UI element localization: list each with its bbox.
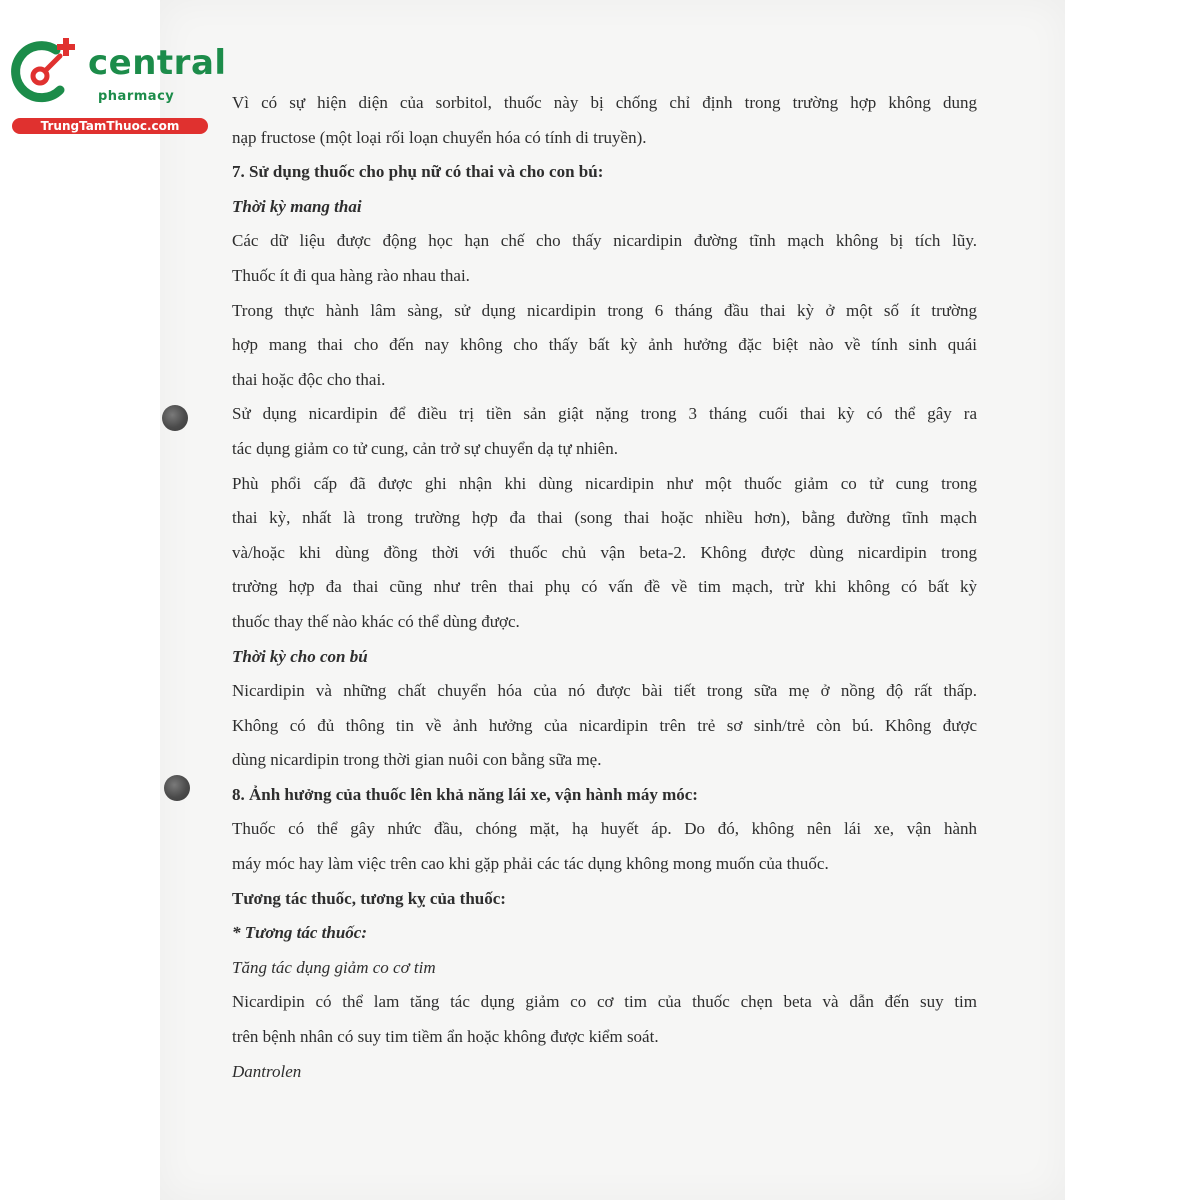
paragraph-line: Trong thực hành lâm sàng, sử dụng nicardipin trong 6 tháng đầu thai kỳ ở một số ít trường	[232, 300, 977, 320]
brand-name: central	[88, 43, 227, 83]
paragraph-line: trên bệnh nhân có suy tim tiềm ẩn hoặc không được kiểm soát.	[232, 1027, 659, 1047]
paragraph-line: tác dụng giảm co tử cung, cản trở sự chuyển dạ tự nhiên.	[232, 438, 618, 458]
paragraph-line: máy móc hay làm việc trên cao khi gặp phải các tác dụng không mong muốn của thuốc.	[232, 854, 829, 874]
document-text	[232, 86, 977, 1089]
paragraph-line: thuốc thay thế nào khác có thể dùng được.	[232, 611, 520, 631]
italic-subheading: Dantrolen	[232, 1061, 302, 1081]
paragraph-line: thai hoặc độc cho thai.	[232, 369, 386, 389]
section-heading: 8. Ảnh hưởng của thuốc lên khả năng lái xe, vận hành máy móc:	[232, 784, 698, 804]
brand-subtitle: pharmacy	[98, 89, 175, 104]
section-heading: Tương tác thuốc, tương kỵ của thuốc:	[232, 888, 506, 908]
paragraph-line: Thuốc ít đi qua hàng rào nhau thai.	[232, 265, 470, 285]
paragraph-line: hợp mang thai cho đến nay không cho thấy bất kỳ ảnh hưởng đặc biệt nào về tính sinh quái	[232, 335, 977, 355]
paragraph-line: Phù phổi cấp đã được ghi nhận khi dùng nicardipin như một thuốc giảm co tử cung trong	[232, 473, 977, 493]
paragraph-line: Sử dụng nicardipin để điều trị tiền sản giật nặng trong 3 tháng cuối thai kỳ có thể gây ra	[232, 404, 977, 424]
italic-subheading: Tăng tác dụng giảm co cơ tim	[232, 957, 436, 977]
paragraph-line: Thuốc có thể gây nhức đầu, chóng mặt, hạ huyết áp. Do đó, không nên lái xe, vận hành	[232, 819, 977, 839]
subsection-heading: Thời kỳ cho con bú	[232, 646, 368, 666]
central-pharmacy-logo	[8, 38, 227, 138]
subsection-heading: Thời kỳ mang thai	[232, 196, 362, 216]
punch-hole	[164, 775, 190, 801]
subsection-heading: * Tương tác thuốc:	[232, 923, 368, 943]
paragraph-line: Các dữ liệu được động học hạn chế cho thấy nicardipin đường tĩnh mạch không bị tích lũy.	[232, 231, 977, 251]
paragraph-line: Nicardipin có thể lam tăng tác dụng giảm co cơ tim của thuốc chẹn beta và dẫn đến suy tim	[232, 992, 977, 1012]
paragraph-line: dùng nicardipin trong thời gian nuôi con bằng sữa mẹ.	[232, 750, 602, 770]
paragraph-line: thai kỳ, nhất là trong trường hợp đa thai (song thai hoặc nhiều hơn), bằng đường tĩnh mạch	[232, 508, 977, 528]
section-heading: 7. Sử dụng thuốc cho phụ nữ có thai và cho con bú:	[232, 162, 604, 182]
punch-hole	[162, 405, 188, 431]
pharmacy-cross-icon	[8, 38, 88, 108]
paragraph-line: Không có đủ thông tin về ảnh hưởng của nicardipin trên trẻ sơ sinh/trẻ còn bú. Không được	[232, 715, 977, 735]
paragraph-line: Nicardipin và những chất chuyển hóa của nó được bài tiết trong sữa mẹ ở nồng độ rất thấp.	[232, 681, 977, 701]
paragraph-line: trường hợp đa thai cũng như trên thai phụ có vấn đề về tim mạch, trừ khi không có bất kỳ	[232, 577, 977, 597]
paragraph-line: nạp fructose (một loại rối loạn chuyển hóa có tính di truyền).	[232, 127, 647, 147]
paragraph-line: và/hoặc khi dùng đồng thời với thuốc chủ vận beta-2. Không được dùng nicardipin trong	[232, 542, 977, 562]
paragraph-line: Vì có sự hiện diện của sorbitol, thuốc này bị chống chỉ định trong trường hợp không dung	[232, 93, 977, 112]
site-badge: TrungTamThuoc.com	[12, 118, 208, 134]
